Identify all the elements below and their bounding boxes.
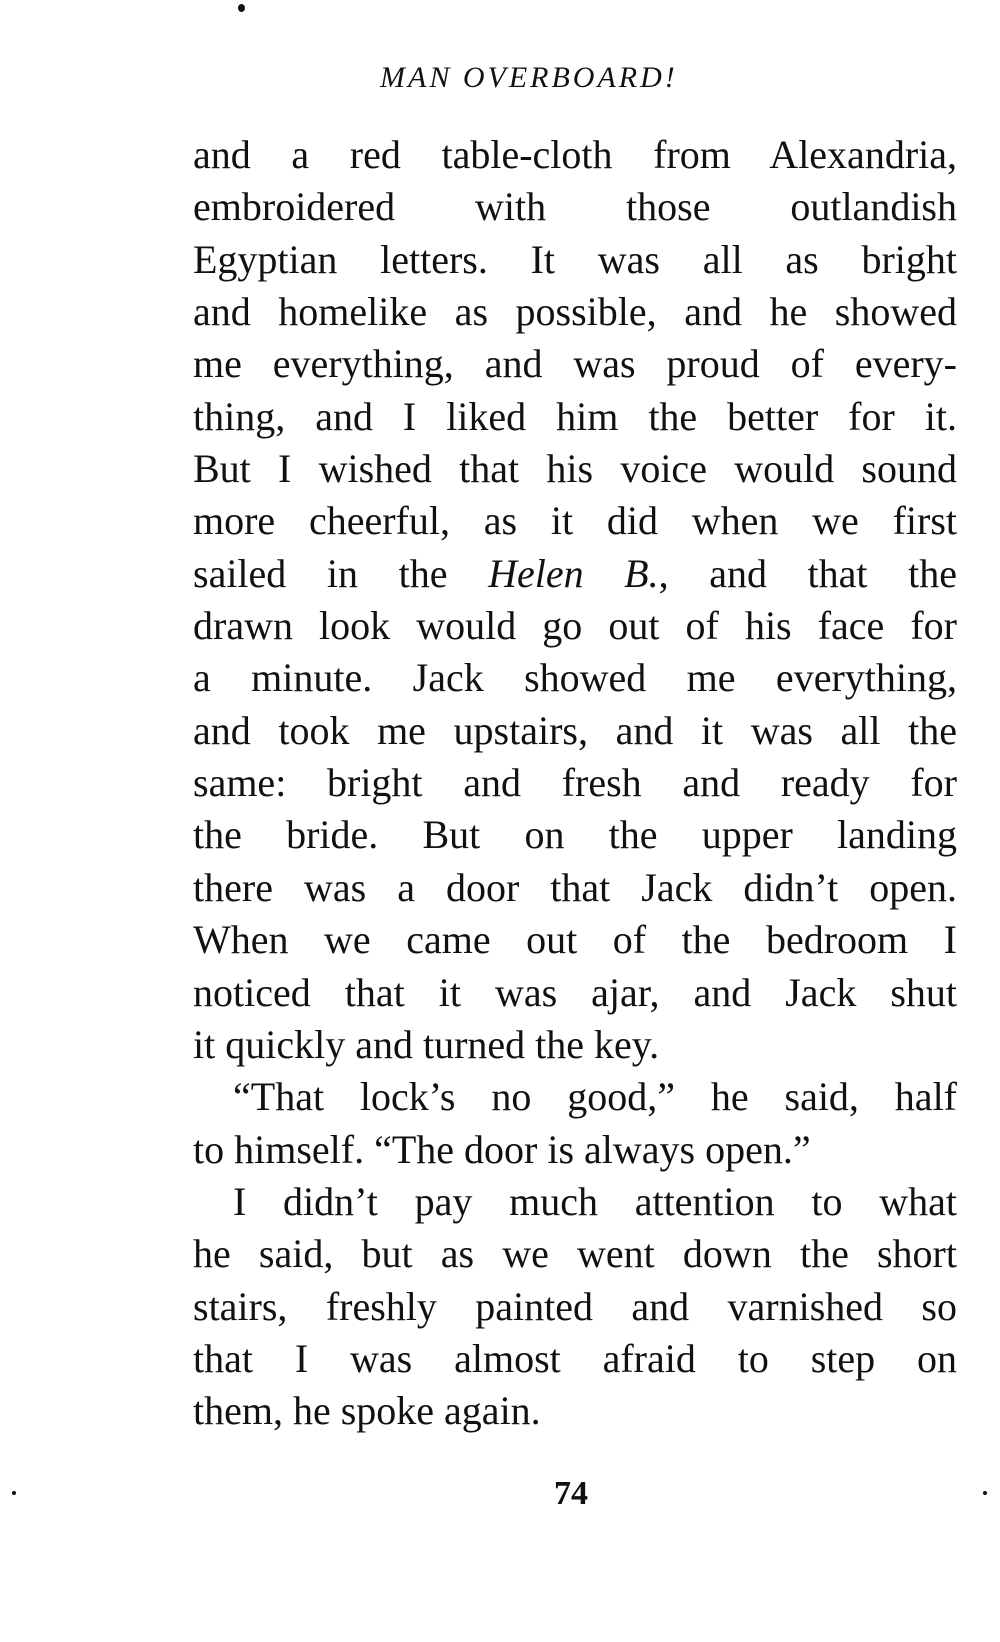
- text-segment: , and that the: [658, 550, 957, 596]
- text-line: me everything, and was proud of every-: [193, 341, 957, 387]
- text-line: more cheerful, as it did when we first: [193, 498, 957, 544]
- text-segment: sailed in the: [193, 550, 489, 596]
- ink-speck: [983, 1491, 987, 1495]
- ink-speck: [12, 1491, 16, 1495]
- text-line: same: bright and fresh and ready for: [193, 760, 957, 806]
- text-line: “That lock’s no good,” he said, half: [233, 1074, 957, 1120]
- text-line: drawn look would go out of his face for: [193, 603, 957, 649]
- text-line: noticed that it was ajar, and Jack shut: [193, 969, 957, 1015]
- text-line: he said, but as we went down the short: [193, 1231, 957, 1277]
- body-text: [193, 129, 957, 1438]
- text-line: But I wished that his voice would sound: [193, 446, 957, 492]
- text-line: embroidered with those outlandish: [193, 184, 957, 230]
- text-line: them, he spoke again.: [193, 1388, 541, 1434]
- text-line: there was a door that Jack didn’t open.: [193, 864, 957, 910]
- text-line: a minute. Jack showed me everything,: [193, 655, 957, 701]
- text-line: stairs, freshly painted and varnished so: [193, 1283, 957, 1329]
- page-number: 74: [554, 1475, 588, 1512]
- text-line-with-ship-name: [193, 548, 957, 600]
- text-line: to himself. “The door is always open.”: [193, 1126, 811, 1172]
- text-line: I didn’t pay much attention to what: [233, 1178, 957, 1224]
- ship-name: Helen B.: [488, 550, 659, 596]
- text-line: and a red table-cloth from Alexandria,: [193, 132, 957, 177]
- ink-speck: [238, 4, 245, 12]
- text-line: Egyptian letters. It was all as bright: [193, 236, 957, 282]
- running-head: MAN OVERBOARD!: [380, 61, 678, 94]
- text-line: thing, and I liked him the better for it.: [193, 393, 957, 439]
- text-line: it quickly and turned the key.: [193, 1021, 660, 1067]
- text-line: the bride. But on the upper landing: [193, 812, 957, 858]
- text-line: When we came out of the bedroom I: [193, 917, 957, 963]
- text-line: that I was almost afraid to step on: [193, 1335, 957, 1381]
- text-line: and took me upstairs, and it was all the: [193, 707, 957, 753]
- text-line: and homelike as possible, and he showed: [193, 289, 957, 335]
